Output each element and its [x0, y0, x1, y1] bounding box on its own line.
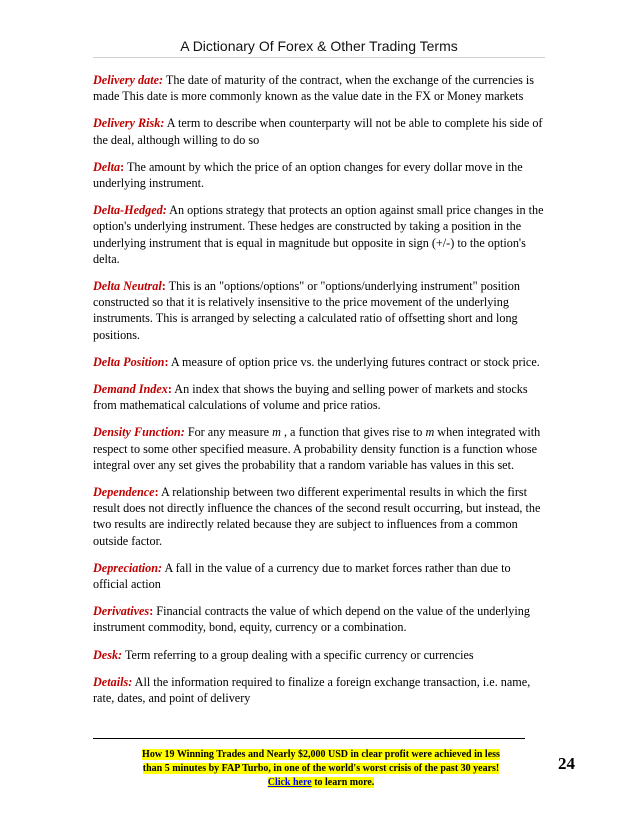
- glossary-entry: [93, 381, 545, 413]
- entry-definition-part: For any measure: [187, 425, 273, 440]
- term-colon: :: [167, 382, 172, 397]
- glossary-entry: [93, 647, 545, 663]
- entry-term: Delivery date:: [93, 73, 164, 87]
- entry-definition: All the information required to finalize a foreign exchange transaction, i.e. name, rate, dates, and point of delivery: [93, 674, 531, 706]
- glossary-entry: [93, 603, 545, 635]
- entry-term: Details:: [93, 674, 133, 689]
- entry-definition: An options strategy that protects an option against small price changes in the option's underlying instrument. These hedges are constructed by taking a position in the underlying instrument that is equal in magnitude but opposite in sign (+/-) to the option's delta.: [93, 203, 544, 266]
- glossary-entry: [93, 202, 545, 267]
- glossary-entry: [93, 674, 545, 706]
- page-header-title: A Dictionary Of Forex & Other Trading Terms: [180, 38, 458, 54]
- entry-term: Delta-Hedged:: [93, 203, 167, 218]
- promo-banner: [126, 748, 516, 790]
- term-colon: :: [149, 604, 154, 619]
- glossary-entry: [93, 159, 545, 191]
- entry-term: Demand Index: [93, 382, 168, 397]
- glossary-entry: [93, 72, 545, 104]
- glossary-entry: [93, 560, 545, 592]
- entry-definition: The amount by which the price of an option changes for every dollar move in the underlying instrument.: [93, 159, 523, 191]
- glossary-entry: [93, 354, 545, 370]
- entry-definition: Financial contracts the value of which depend on the value of the underlying instrument commodity, bond, equity, currency or a combination.: [93, 604, 530, 635]
- entry-term: Derivatives: [93, 604, 150, 619]
- entry-term: Desk:: [93, 647, 123, 662]
- glossary-entry: [93, 484, 545, 549]
- glossary-entry: [93, 115, 545, 147]
- entry-term: Delta Position: [93, 354, 165, 369]
- header-divider: [93, 57, 545, 58]
- entry-definition: The date of maturity of the contract, when the exchange of the currencies is made This date is more commonly known as the value date in the FX or Money markets: [93, 73, 535, 104]
- entry-term: Density Function:: [93, 425, 185, 440]
- entry-term: Dependence: [93, 485, 155, 500]
- entry-definition: A measure of option price vs. the underlying futures contract or stock price.: [170, 354, 540, 369]
- term-colon: :: [164, 354, 169, 369]
- entry-variable: m: [425, 425, 435, 440]
- entry-term: Delta: [93, 159, 121, 174]
- entry-definition: An index that shows the buying and selling power of markets and stocks from mathematical calculations of volume and price ratios.: [93, 382, 528, 413]
- entry-term: Delta Neutral: [93, 279, 162, 294]
- promo-tail: to learn more.: [311, 777, 375, 788]
- glossary-entry: [93, 424, 545, 473]
- page-number: 24: [558, 754, 575, 773]
- term-colon: :: [120, 159, 125, 174]
- entry-term: Delivery Risk:: [93, 116, 165, 131]
- entry-definition: This is an "options/options" or "options/underlying instrument" position constructed so that it is relatively insensitive to the price movement of the underlying instruments. This is arranged by selecting a calculated ratio of offsetting short and long positions.: [93, 279, 520, 342]
- term-colon: :: [154, 485, 159, 500]
- entry-variable: m: [272, 425, 281, 440]
- promo-line-2: than 5 minutes by FAP Turbo, in one of the world's worst crisis of the past 30 years!: [142, 763, 500, 774]
- promo-line-1: How 19 Winning Trades and Nearly $2,000 USD in clear profit were achieved in less: [142, 749, 500, 760]
- entry-term: Depreciation:: [93, 560, 163, 575]
- promo-click-here-link[interactable]: Click here: [267, 777, 312, 788]
- glossary-entry: [93, 278, 545, 343]
- entry-definition: Term referring to a group dealing with a specific currency or currencies: [124, 647, 474, 662]
- entry-definition: A relationship between two different experimental results in which the first result does not directly influence the chances of the second result occurring, but instead, the two results are indirectly related because they are subject to influences from a common outside factor.: [93, 485, 541, 548]
- footer-divider: [93, 738, 525, 739]
- entry-definition-part: , a function that gives rise to: [280, 425, 426, 440]
- entry-definition: A term to describe when counterparty will not be able to complete his side of the deal, although willing to do so: [93, 116, 543, 147]
- glossary-entries: [93, 72, 545, 717]
- term-colon: :: [161, 279, 166, 294]
- entry-definition-part: when integrated with respect to some other specified measure. A probability density function is a function whose integral over any set gives the probability that a random variable has values in this set.: [93, 425, 541, 472]
- entry-definition: A fall in the value of a currency due to market forces rather than due to official action: [93, 560, 511, 592]
